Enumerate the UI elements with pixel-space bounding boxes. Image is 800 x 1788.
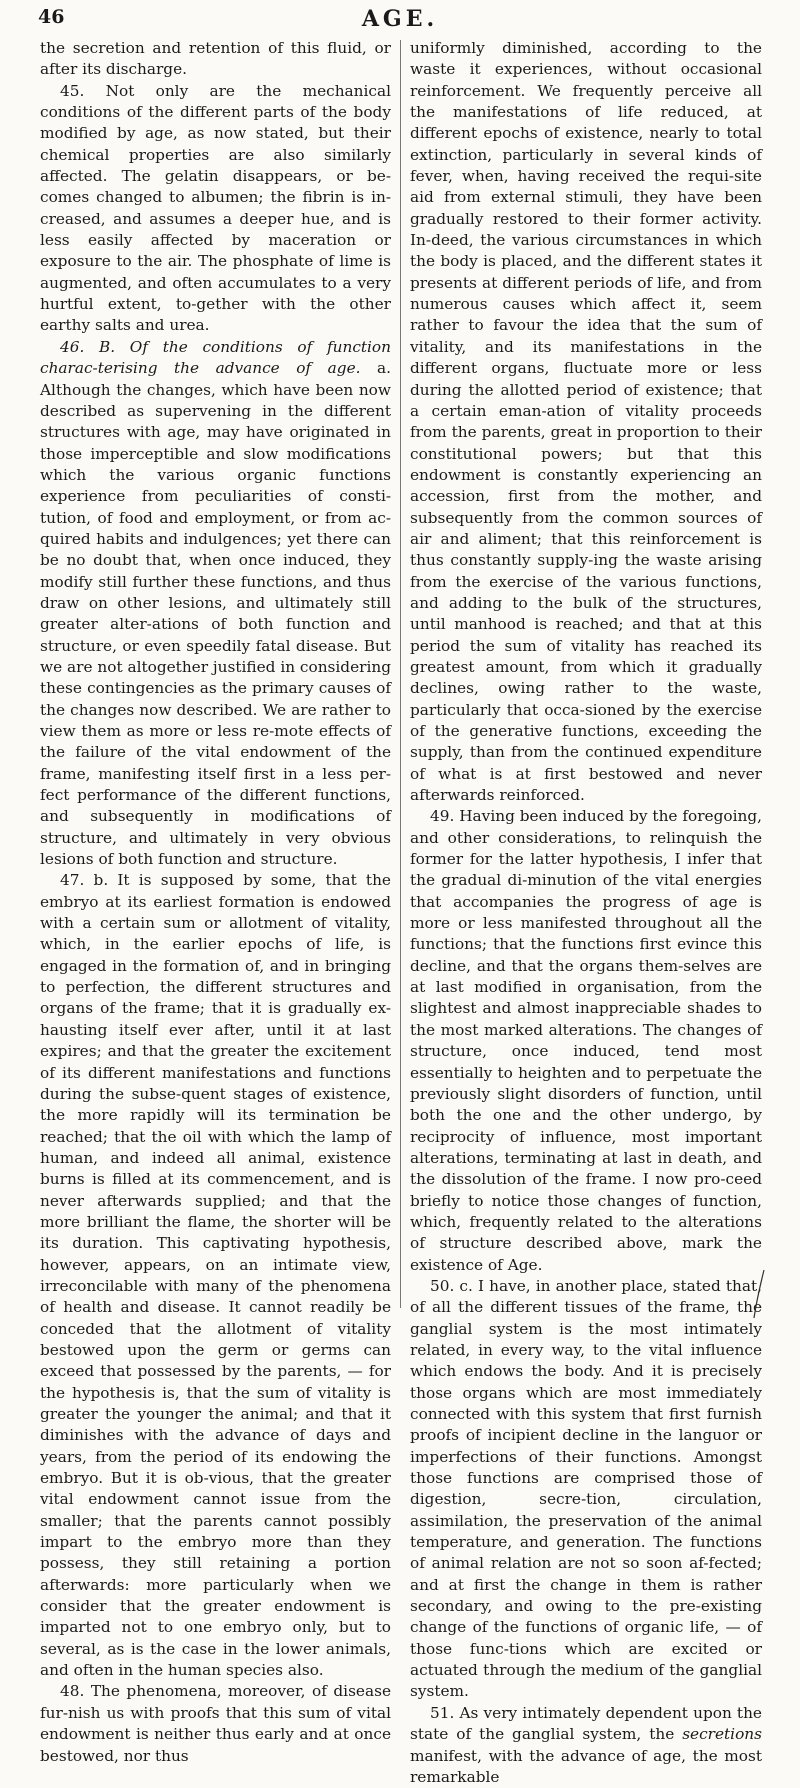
paragraph-46 — [40, 337, 391, 871]
page-number: 46 — [38, 6, 65, 28]
paragraph-50: 50. c. I have, in another place, stated that, of all the different tissues of the frame, the ganglial system is the most intimately related, in every way, to the vital influence which endows the body. And it is precisely those organs which are most immediately connected with this system that first furnish proofs of incipient decline in the languor or imperfections of their functions. Amongst those functions are comprised those of digestion, secre-tion, circulation, assimilation, the preservation of the animal temperature, and generation. The functions of animal relation are not so soon af-fected; and at first the change in them is rather secondary, and owing to the pre-existing change of the functions of organic life, — of those func-tions which are excited or actuated through the medium of the ganglial system. — [410, 1276, 762, 1701]
paragraph-51-lead: 51. As very intimately dependent upon the state of the ganglial system, the — [410, 1703, 762, 1744]
paragraph-46-body: a. Although the changes, which have been now described as supervening in the different structures with age, may have originated in those imperceptible and slow modifications which the various organic functions experience from peculiarities of consti-tution, of food and employment, or from ac-quired habits and indulgences; yet there can be no doubt that, when once induced, they modify still further these functions, and thus draw on other lesions, and ultimately still greater alter-ations of both function and structure, or even speedily fatal disease. But we are not altogether justified in considering these contingencies as the primary causes of the changes now described. We are rather to view them as more or less re-mote effects of the failure of the vital endowment of the frame, manifesting itself first in a less per-fect performance of the different functions, and subsequently in modifications of structure, and ultimately in very obvious lesions of both function and structure. — [40, 359, 391, 869]
paragraph-48-continued: uniformly diminished, according to the waste it experiences, without occasional reinforcement. We frequently perceive all the manifestations of life reduced, at different epochs of existence, nearly to total extinction, particularly in several kinds of fever, when, having received the requi-site aid from external stimuli, they have been gradually restored to their former activity. In-deed, the various circumstances in which the body is placed, and the different states it presents at different periods of life, and from numerous causes which affect it, seem rather to favour the idea that the sum of vitality, and its manifestations in the different organs, fluctuate more or less during the allotted period of existence; that a certain eman-ation of vitality proceeds from the parents, great in proportion to their constitutional powers; but that this endowment is constantly experiencing an accession, first from the mother, and subsequently from the common sources of air and aliment; that this reinforcement is thus constantly supply-ing the waste arising from the exercise of the various functions, and adding to the bulk of the structures, until manhood is reached; and that at this period the sum of vitality has reached its greatest amount, from which it gradually declines, owing rather to the waste, particularly that occa-sioned by the exercise of the generative functions, exceeding the supply, than from the continued expenditure of what is at first bestowed and never afterwards reinforced. — [410, 39, 762, 805]
right-column — [410, 38, 762, 1788]
paragraph-49: 49. Having been induced by the foregoing, and other considerations, to relinquish the former for the latter hypothesis, I infer that the gradual di-minution of the vital energies that accompanies the progress of age is more or less manifested throughout all the functions; that the functions first evince this decline, and that the organs them-selves are at last modified in organisation, from the slightest and almost inappreciable shades to the most marked alterations. The changes of structure, once induced, tend most essentially to heighten and to perpetuate the previously slight disorders of function, until both the one and the other undergo, by reciprocity of influence, most important alterations, terminating at last in death, and the dissolution of the frame. I now pro-ceed briefly to notice those changes of function, which, frequently related to the alterations of structure described above, mark the existence of Age. — [410, 807, 762, 1274]
column-divider — [400, 40, 401, 1308]
paragraph-continued: the secretion and retention of this fluid, or after its discharge. — [40, 39, 391, 79]
paragraph-47: 47. b. It is supposed by some, that the embryo at its earliest formation is endowed with a certain sum or allotment of vitality, which, in the earlier epochs of life, is engaged in the formation of, and in bringing to perfection, the different structures and organs of the frame; that it is gradually ex-hausting itself ever after, until it at last expires; and that the greater the excitement of its different manifestations and functions during the subse-quent stages of existence, the more rapidly will its termination be reached; that the oil with which the lamp of human, and indeed all animal, existence burns is filled at its commencement, and is never afterwards supplied; and that the more brilliant the flame, the shorter will be its duration. This captivating hypothesis, however, appears, on an intimate view, irreconcilable with many of the phenomena of health and disease. It cannot readily be conceded that the allotment of vitality bestowed upon the germ or germs can exceed that possessed by the parents, — for the hypothesis is, that the sum of vitality is greater the younger the animal; and that it diminishes with the advance of days and years, from the period of its endowing the embryo. But it is ob-vious, that the greater vital endowment cannot issue from the smaller; that the parents cannot possibly impart to the embryo more than they possess, they still retaining a portion afterwards: more particularly when we consider that the greater endowment is imparted not to one embryo only, but to several, as is the case in the lower animals, and often in the human species also. — [40, 871, 391, 1680]
section-heading-conditions-of-function: 46. B. Of the conditions of function charac-terising the advance of age. — [40, 337, 391, 378]
left-column — [40, 38, 391, 1767]
page-header — [38, 6, 762, 36]
paragraph-51-rest: manifest, with the advance of age, the most remarkable — [410, 1746, 762, 1786]
paragraph-51 — [410, 1703, 762, 1788]
pencil-mark — [752, 1268, 766, 1320]
emphasis-secretions: secretions — [682, 1725, 762, 1744]
running-head: AGE. — [361, 6, 439, 32]
paragraph-48: 48. The phenomena, moreover, of disease fur-nish us with proofs that this sum of vital endowment is neither thus early and at once bestowed, nor thus — [40, 1682, 391, 1765]
paragraph-45: 45. Not only are the mechanical conditions of the different parts of the body modified by age, as now stated, but their chemical properties are also similarly affected. The gelatin disappears, or be-comes changed to albumen; the fibrin is in-creased, and assumes a deeper hue, and is less easily affected by maceration or exposure to the air. The phosphate of lime is augmented, and often accumulates to a very hurtful extent, to-gether with the other earthy salts and urea. — [40, 81, 391, 335]
